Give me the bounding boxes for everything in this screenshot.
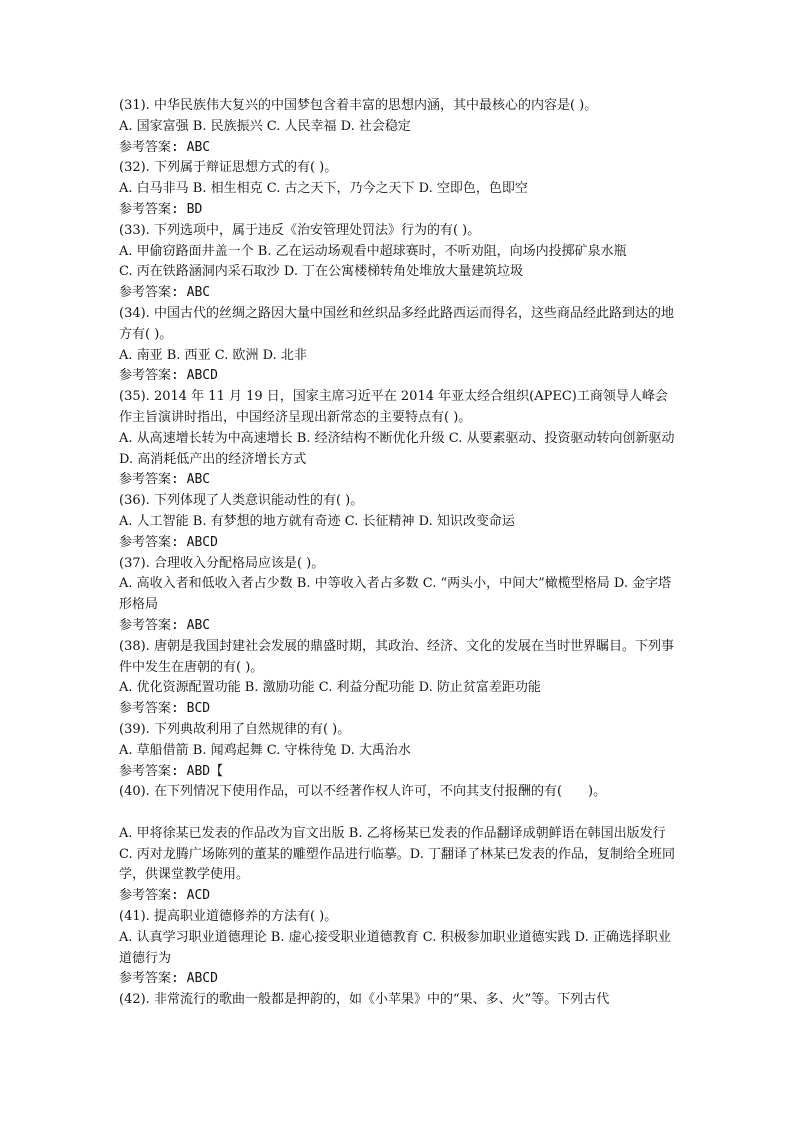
question-answer: 参考答案: BD: [119, 201, 203, 217]
question-options: A. 国家富强 B. 民族振兴 C. 人民幸福 D. 社会稳定: [119, 118, 411, 134]
question-options: A. 从高速增长转为中高速增长 B. 经济结构不断优化升级 C. 从要素驱动、投资驱动转向创新驱动 D. 高消耗低产出的经济增长方式: [119, 430, 675, 467]
question-answer: 参考答案: BCD: [119, 701, 211, 717]
question-stem: (33). 下列选项中，属于违反《治安管理处罚法》行为的有( )。: [119, 222, 481, 238]
question-options: A. 认真学习职业道德理论 B. 虚心接受职业道德教育 C. 积极参加职业道德实践 D. 正确选择职业道德行为: [119, 929, 671, 966]
question-stem: (38). 唐朝是我国封建社会发展的鼎盛时期，其政治、经济、文化的发展在当时世界瞩目。下列事件中发生在唐朝的有( )。: [119, 638, 674, 675]
question-answer: 参考答案: ABD【: [119, 763, 224, 779]
question-options: C. 丙在铁路涵洞内采石取沙 D. 丁在公寓楼梯转角处堆放大量建筑垃圾: [119, 264, 524, 280]
question-answer: 参考答案: ABCD: [119, 368, 218, 384]
question-stem: (39). 下列典故利用了自然规律的有( )。: [119, 721, 351, 737]
question-options: A. 甲偷窃路面井盖一个 B. 乙在运动场观看中超球赛时，不听劝阻，向场内投掷矿泉水瓶: [119, 243, 627, 259]
question-options: A. 甲将徐某已发表的作品改为盲文出版 B. 乙将杨某已发表的作品翻译成朝鲜语在韩国出版发行 C. 丙对龙腾广场陈列的董某的雕塑作品进行临摹。D. 丁翻译了林某已发表的作品，复制给全班同学，供课堂教学使用。: [119, 825, 675, 883]
question-options: A. 优化资源配置功能 B. 激励功能 C. 利益分配功能 D. 防止贫富差距功能: [119, 680, 541, 696]
question-options: A. 白马非马 B. 相生相克 C. 古之天下，乃今之天下 D. 空即色，色即空: [119, 181, 528, 197]
question-options: A. 南亚 B. 西亚 C. 欧洲 D. 北非: [119, 347, 307, 363]
question-answer: 参考答案: ACD: [119, 888, 211, 904]
question-stem: (37). 合理收入分配格局应该是( )。: [119, 555, 325, 571]
question-answer: 参考答案: ABCD: [119, 534, 218, 550]
question-answer: 参考答案: ABC: [119, 472, 211, 488]
question-options: A. 人工智能 B. 有梦想的地方就有奇迹 C. 长征精神 D. 知识改变命运: [119, 513, 515, 529]
question-stem: (35). 2014 年 11 月 19 日，国家主席习近平在 2014 年亚太经合组织(APEC)工商领导人峰会作主旨演讲时指出，中国经济呈现出新常态的主要特点有( )。: [119, 389, 668, 425]
question-stem: (40). 在下列情况下使用作品，可以不经著作权人许可，不向其支付报酬的有( )。: [119, 784, 607, 800]
question-answer: 参考答案: ABCD: [119, 971, 218, 987]
blank-line: [119, 803, 677, 824]
question-stem: (41). 提高职业道德修养的方法有( )。: [119, 909, 338, 925]
question-stem: (31). 中华民族伟大复兴的中国梦包含着丰富的思想内涵，其中最核心的内容是( )。: [119, 98, 598, 113]
question-options: A. 高收入者和低收入者占少数 B. 中等收入者占多数 C. “两头小，中间大”橄榄型格局 D. 金字塔形格局: [119, 576, 672, 613]
question-options: A. 草船借箭 B. 闻鸡起舞 C. 守株待兔 D. 大禹治水: [119, 742, 411, 758]
document-page: [119, 96, 677, 1011]
question-stem: (34). 中国古代的丝绸之路因大量中国丝和丝织品多经此路西运而得名，这些商品经此路到达的地方有( )。: [119, 305, 674, 342]
question-stem: (36). 下列体现了人类意识能动性的有( )。: [119, 493, 364, 509]
question-answer: 参考答案: ABC: [119, 617, 211, 633]
question-stem: (42). 非常流行的歌曲一般都是押韵的，如《小苹果》中的“果、多、火”等。下列古代: [119, 992, 610, 1008]
question-answer: 参考答案: ABC: [119, 285, 211, 301]
question-answer: 参考答案: ABC: [119, 139, 211, 155]
question-stem: (32). 下列属于辩证思想方式的有( )。: [119, 160, 338, 176]
